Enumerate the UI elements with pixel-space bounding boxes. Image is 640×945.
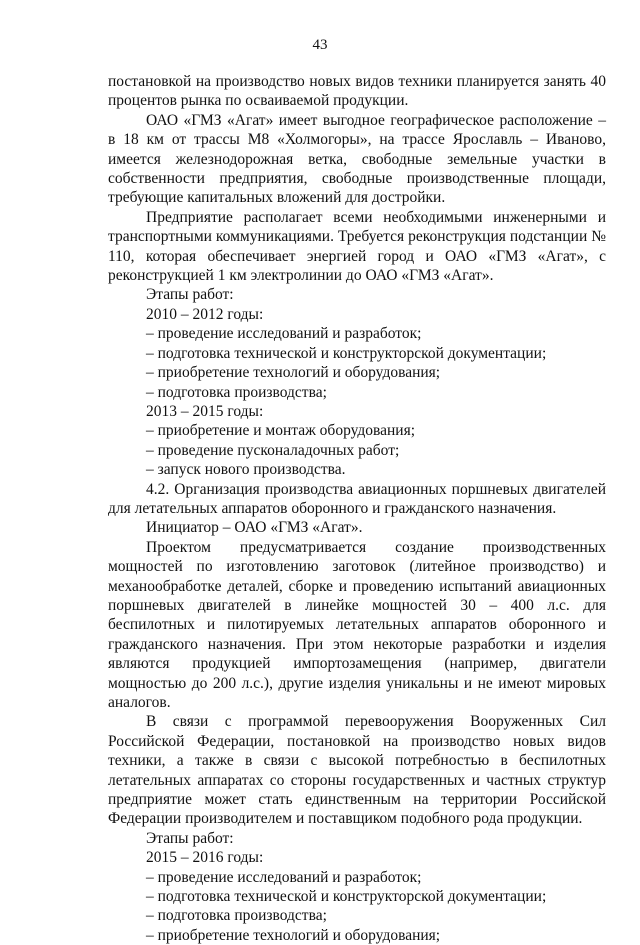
paragraph-infrastructure: Предприятие располагает всеми необходимыми инженерными и транспортными коммуникациями. Требуется реконструкция подстанции № 110, которая обеспечивает энергией город и ОАО «ГМЗ «Агат», с реконструкцией 1 км электролинии до ОАО «ГМЗ «Агат». <box>108 208 606 285</box>
period-2010-2012: 2010 – 2012 годы: <box>146 305 264 323</box>
document-body <box>108 72 606 945</box>
list-item: – запуск нового производства. <box>146 461 346 479</box>
stages-label-2: Этапы работ: <box>146 829 234 847</box>
paragraph-market-share: постановкой на производство новых видов техники планируется занять 40 процентов рынка по осваиваемой продукции. <box>108 73 606 110</box>
stages-list-2 <box>108 421 606 479</box>
paragraph-rearmament: В связи с программой перевооружения Вооруженных Сил Российской Федерации, постановкой на производство новых видов техники, а также в связи с высокой потребностью в беспилотных летательных аппаратах со стороны государственных и частных структур предприятие может стать единственным на территории Российской Федерации производителем и поставщиком подобного рода продукции. <box>108 713 606 828</box>
list-item: – подготовка производства; <box>146 907 327 925</box>
initiator-line: Инициатор – ОАО «ГМЗ «Агат». <box>146 519 363 537</box>
list-item: – проведение пусконаладочных работ; <box>146 441 400 459</box>
list-item: – подготовка технической и конструкторской документации; <box>146 344 547 362</box>
list-item: – подготовка производства; <box>146 383 327 401</box>
list-item: – подготовка технической и конструкторской документации; <box>146 888 547 906</box>
stages-list-3 <box>108 868 606 945</box>
page-number: 43 <box>312 37 328 53</box>
paragraph-project: Проектом предусматривается создание производственных мощностей по изготовлению заготовок (литейное производство) и механообработке деталей, сборке и проведению испытаний авиационных поршневых двигателей в линейке мощностей 30 – 400 л.с. для беспилотных и пилотируемых летательных аппаратов оборонного и гражданского назначения. При этом некоторые разработки и изделия являются продукцией импортозамещения (например, двигатели мощностью до 200 л.с.), другие изделия уникальны и не имеют мировых аналогов. <box>108 538 606 711</box>
period-2015-2016: 2015 – 2016 годы: <box>146 849 264 867</box>
period-2013-2015: 2013 – 2015 годы: <box>146 402 264 420</box>
list-item: – проведение исследований и разработок; <box>146 868 422 886</box>
list-item: – приобретение технологий и оборудования; <box>146 926 441 944</box>
stages-label-1: Этапы работ: <box>146 286 234 304</box>
section-heading-4-2: 4.2. Организация производства авиационных поршневых двигателей для летательных аппаратов оборонного и гражданского назначения. <box>108 480 606 517</box>
list-item: – приобретение технологий и оборудования; <box>146 364 441 382</box>
list-item: – приобретение и монтаж оборудования; <box>146 422 416 440</box>
list-item: – проведение исследований и разработок; <box>146 325 422 343</box>
stages-list-1 <box>108 324 606 402</box>
paragraph-location: ОАО «ГМЗ «Агат» имеет выгодное географическое расположение – в 18 км от трассы М8 «Холмогоры», на трассе Ярославль – Иваново, имеется железнодорожная ветка, свободные земельные участки в собственности предприятия, свободные производственные площади, требующие капитальных вложений для достройки. <box>108 111 606 207</box>
